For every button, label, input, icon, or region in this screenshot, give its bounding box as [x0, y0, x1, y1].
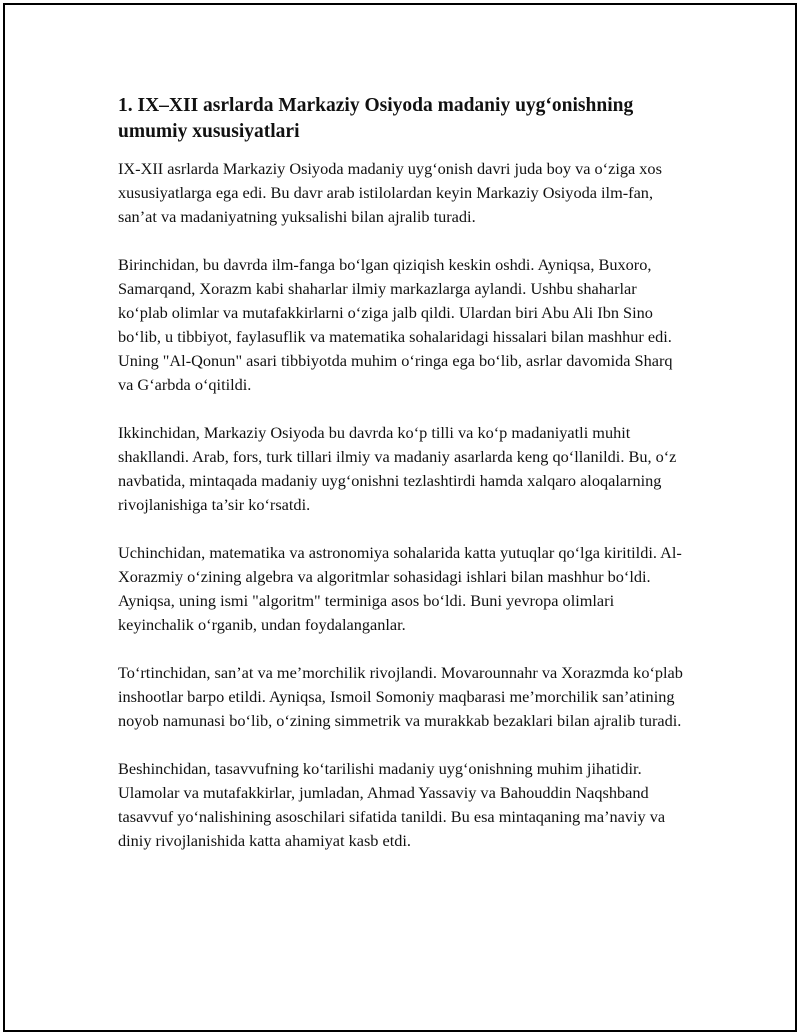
paragraph-first: Birinchidan, bu davrda ilm-fanga bo‘lgan qiziqish keskin oshdi. Ayniqsa, Buxoro, Samarqand, Xorazm kabi shaharlar ilmiy markazlarga aylandi. Ushbu shaharlar ko‘plab olimlar va mutafakkirlarni o‘ziga jalb qildi. Ulardan biri Abu Ali Ibn Sino bo‘lib, u tibbiyot, faylasuflik va matematika sohalaridagi hissalari bilan mashhur edi. Uning "Al-Qonun" asari tibbiyotda muhim o‘ringa ega bo‘lib, asrlar davomida Sharq va G‘arbda o‘qitildi.: [118, 255, 673, 394]
paragraph-second: Ikkinchidan, Markaziy Osiyoda bu davrda ko‘p tilli va ko‘p madaniyatli muhit shakllandi. Arab, fors, turk tillari ilmiy va madaniy asarlarda keng qo‘llanildi. Bu, o‘z navbatida, mintaqada madaniy uyg‘onishni tezlashtirdi hamda xalqaro aloqalarning rivojlanishiga ta’sir ko‘rsatdi.: [118, 423, 677, 514]
document-body: [118, 93, 688, 877]
document-title: 1. IX–XII asrlarda Markaziy Osiyoda madaniy uyg‘onishning umumiy xususiyatlari: [118, 95, 634, 142]
paragraph-third: Uchinchidan, matematika va astronomiya sohalarida katta yutuqlar qo‘lga kiritildi. Al-Xorazmiy o‘zining algebra va algoritmlar sohasidagi ishlari bilan mashhur bo‘ldi. Ayniqsa, uning ismi "algoritm" terminiga asos bo‘ldi. Buni yevropa olimlari keyinchalik o‘rganib, undan foydalanganlar.: [118, 543, 682, 634]
paragraph-fourth: To‘rtinchidan, san’at va me’morchilik rivojlandi. Movarounnahr va Xorazmda ko‘plab inshootlar barpo etildi. Ayniqsa, Ismoil Somoniy maqbarasi me’morchilik san’atining noyob namunasi bo‘lib, o‘zining simmetrik va murakkab bezaklari bilan ajralib turadi.: [118, 663, 683, 730]
paragraph-intro: IX-XII asrlarda Markaziy Osiyoda madaniy uyg‘onish davri juda boy va o‘ziga xos xususiyatlarga ega edi. Bu davr arab istilolardan keyin Markaziy Osiyoda ilm-fan, san’at va madaniyatning yuksalishi bilan ajralib turadi.: [118, 159, 662, 226]
paragraph-fifth: Beshinchidan, tasavvufning ko‘tarilishi madaniy uyg‘onishning muhim jihatidir. Ulamolar va mutafakkirlar, jumladan, Ahmad Yassaviy va Bahouddin Naqshband tasavvuf yo‘nalishining asoschilari sifatida tanildi. Bu esa mintaqaning ma’naviy va diniy rivojlanishida katta ahamiyat kasb etdi.: [118, 759, 666, 850]
